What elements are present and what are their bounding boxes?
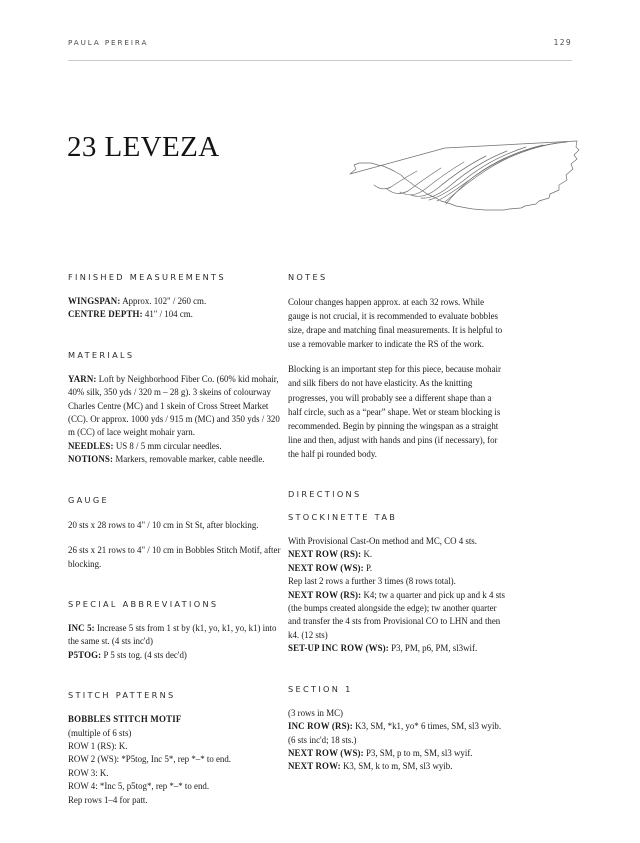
stitch-patterns-heading: STITCH PATTERNS	[68, 690, 176, 701]
gauge-heading: GAUGE	[68, 494, 109, 505]
section-1-line-2	[288, 720, 506, 733]
notions-label: NOTIONS:	[68, 454, 114, 465]
gauge-line-2: 26 sts x 21 rows to 4" / 10 cm in Bobbles Stitch Motif, after blocking.	[68, 544, 281, 569]
notes-heading: NOTES	[288, 272, 328, 282]
header-author: PAULA PEREIRA	[68, 38, 149, 47]
directions-block	[288, 489, 506, 656]
section-1-line-5	[288, 760, 506, 773]
motif-row: ROW 1 (RS): K.	[68, 740, 128, 751]
wingspan-value: Approx. 102" / 260 cm.	[120, 296, 207, 306]
section-1-line-2-value: K3, SM, *k1, yo* 6 times, SM, sl3 wyib.	[352, 721, 502, 732]
page-title: 23 LEVEZA	[67, 131, 220, 163]
materials-body	[68, 373, 286, 467]
yarn-line	[68, 373, 286, 440]
finished-measurements-block	[68, 272, 286, 322]
inc5-label: INC 5:	[68, 622, 95, 633]
motif-row: ROW 4: *Inc 5, p5tog*, rep *–* to end.	[68, 781, 210, 792]
tab-line-3-value: P.	[363, 562, 373, 573]
directions-heading: DIRECTIONS	[288, 489, 362, 500]
tab-line-1: With Provisional Cast-On method and MC, CO 4 sts.	[288, 536, 477, 547]
inc5-line	[68, 622, 286, 649]
motif-name: BOBBLES STITCH MOTIF	[68, 714, 182, 725]
half-pi-shawl-schematic	[345, 138, 585, 216]
centre-depth-label: CENTRE DEPTH:	[68, 309, 143, 320]
tab-line-2-value: K.	[361, 549, 373, 560]
running-header	[68, 38, 572, 47]
yarn-value: Loft by Neighborhood Fiber Co. (60% kid mohair, 40% silk, 350 yds / 320 m – 28 g). 3 skeins of colourway Charles Centre (MC) and 1 skein of Cross Street Market (CC). Or approx. 1000 yds / 915 m (MC) and 350 yds / 320 m (CC) of lace weight mohair yarn.	[68, 373, 280, 438]
motif-row: ROW 2 (WS): *P5tog, Inc 5*, rep *–* to end.	[68, 754, 232, 765]
page-number: 129	[553, 38, 572, 47]
section-1-line-3: (6 sts inc'd; 18 sts.)	[288, 734, 357, 745]
notes-paragraph-2: Blocking is an important step for this piece, because mohair and silk fibers do not have elasticity. As the knitting progresses, you will probably see a different shape than a half circle, such as a “pear” shape. Wet or steam blocking is recommended. Begin by pinning the wingspan as a straight line and then, adjust with hands and pins (if necessary), for the half pi rounded body.	[288, 364, 501, 459]
section-1-line-1: (3 rows in MC)	[288, 707, 343, 718]
notions-value: Markers, removable marker, cable needle.	[113, 454, 265, 465]
section-1-heading: SECTION 1	[288, 683, 353, 694]
needles-line	[68, 440, 286, 453]
inc5-value: Increase 5 sts from 1 st by (k1, yo, k1, yo, k1) into the same st. (4 sts inc'd)	[68, 622, 277, 647]
gauge-block	[68, 495, 286, 571]
finished-measurements-body	[68, 295, 286, 322]
tab-line-5	[288, 589, 506, 643]
section-1-line-5-label: NEXT ROW:	[288, 761, 341, 772]
special-abbreviations-block	[68, 599, 286, 662]
needles-label: NEEDLES:	[68, 440, 114, 451]
centre-depth-value: 41" / 104 cm.	[142, 309, 193, 320]
tab-line-6	[288, 642, 506, 655]
p5tog-line	[68, 649, 286, 662]
motif-row: ROW 3: K.	[68, 767, 109, 778]
section-1-line-4-value: P3, SM, p to m, SM, sl3 wyif.	[363, 747, 473, 758]
motif-multiple: (multiple of 6 sts)	[68, 727, 132, 738]
materials-heading: MATERIALS	[68, 349, 135, 360]
p5tog-value: P 5 sts tog. (4 sts dec'd)	[101, 649, 187, 660]
tab-line-3	[288, 562, 506, 575]
notes-paragraph-1: Colour changes happen approx. at each 32 rows. While gauge is not crucial, it is recommended to evaluate bobbles size, drape and matching final measurements. It is helpful to use a removable marker to indicate the RS of the work.	[288, 297, 503, 350]
tab-line-2-label: NEXT ROW (RS):	[288, 549, 362, 560]
tab-line-4: Rep last 2 rows a further 3 times (8 rows total).	[288, 576, 456, 587]
tab-line-6-label: SET-UP INC ROW (WS):	[288, 643, 389, 654]
finished-measurements-heading: FINISHED MEASUREMENTS	[68, 272, 226, 282]
tab-line-3-label: NEXT ROW (WS):	[288, 562, 364, 573]
section-1-line-5-value: K3, SM, k to m, SM, sl3 wyib.	[340, 761, 453, 772]
tab-line-6-value: P3, PM, p6, PM, sl3wif.	[388, 643, 478, 654]
materials-block	[68, 350, 286, 467]
notions-line	[68, 453, 286, 466]
stockinette-tab-heading: STOCKINETTE TAB	[288, 512, 398, 523]
needles-value: US 8 / 5 mm circular needles.	[113, 440, 222, 451]
section-1-line-4	[288, 747, 506, 760]
tab-line-2	[288, 548, 506, 561]
tab-line-5-value: K4; tw a quarter and pick up and k 4 sts (the bumps created alongside the edge); tw another quarter and transfer the 4 sts from Provisional CO to LHN and then k4. (12 sts)	[288, 589, 505, 640]
notes-block	[288, 272, 506, 461]
wingspan-label: WINGSPAN:	[68, 296, 121, 306]
section-1-body	[288, 707, 506, 774]
centre-depth-line	[68, 308, 286, 321]
stitch-patterns-block	[68, 690, 286, 807]
tab-line-5-label: NEXT ROW (RS):	[288, 589, 362, 600]
stitch-patterns-body	[68, 713, 286, 807]
header-divider	[68, 60, 572, 61]
special-abbreviations-heading: SPECIAL ABBREVIATIONS	[68, 598, 219, 609]
right-column	[288, 272, 506, 774]
wingspan-line	[68, 295, 286, 308]
section-1-block	[288, 684, 506, 774]
left-column	[68, 272, 286, 807]
section-1-line-4-label: NEXT ROW (WS):	[288, 747, 364, 758]
yarn-label: YARN:	[68, 373, 97, 384]
stockinette-tab-body	[288, 535, 506, 656]
special-abbreviations-body	[68, 622, 286, 662]
gauge-line-1: 20 sts x 28 rows to 4" / 10 cm in St St, after blocking.	[68, 519, 259, 530]
p5tog-label: P5TOG:	[68, 649, 102, 660]
motif-repeat: Rep rows 1–4 for patt.	[68, 794, 148, 805]
section-1-line-2-label: INC ROW (RS):	[288, 721, 353, 732]
